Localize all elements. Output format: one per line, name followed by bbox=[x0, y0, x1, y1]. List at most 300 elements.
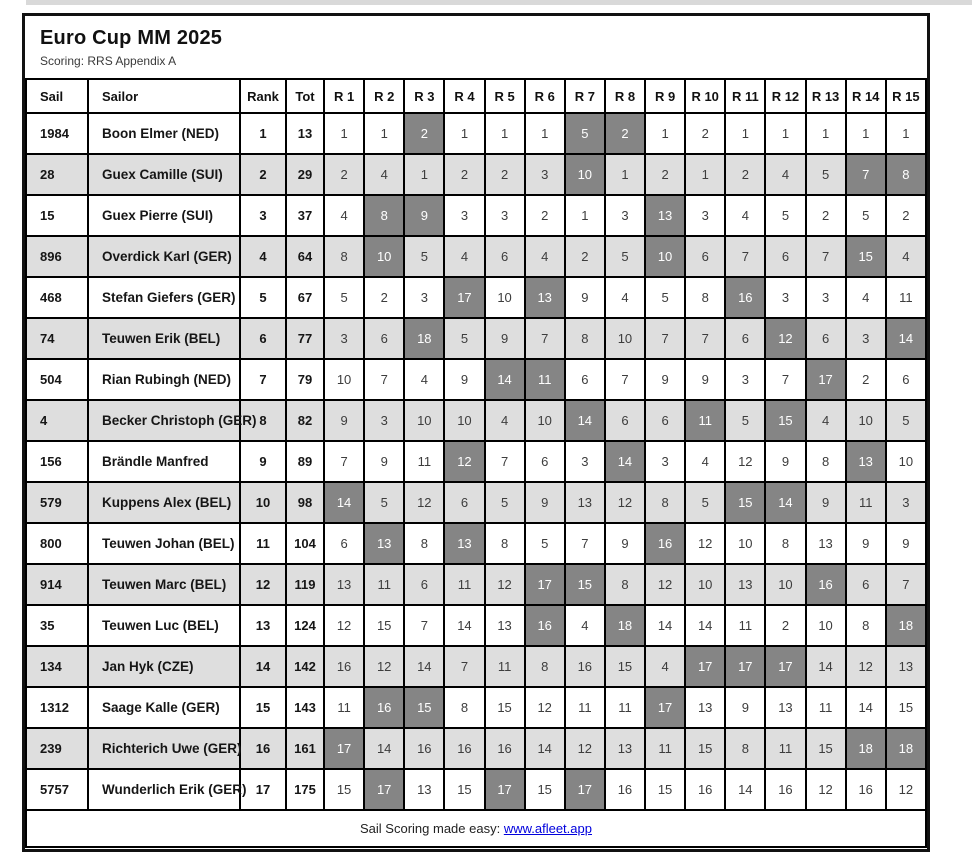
race-score: 1 bbox=[525, 113, 565, 154]
race-score: 4 bbox=[886, 236, 926, 277]
race-score: 15 bbox=[485, 687, 525, 728]
race-score: 11 bbox=[605, 687, 645, 728]
table-row bbox=[26, 195, 926, 236]
race-score: 3 bbox=[605, 195, 645, 236]
scoring-subtitle: Scoring: RRS Appendix A bbox=[40, 54, 177, 68]
race-score: 6 bbox=[324, 523, 364, 564]
race-score: 14 bbox=[806, 646, 846, 687]
total-points: 77 bbox=[286, 318, 324, 359]
rank-value: 12 bbox=[240, 564, 286, 605]
race-score: 5 bbox=[485, 482, 525, 523]
race-score: 14 bbox=[846, 687, 886, 728]
col-header-r13: R 13 bbox=[806, 79, 846, 113]
race-score: 2 bbox=[324, 154, 364, 195]
race-score: 11 bbox=[846, 482, 886, 523]
race-score-discarded: 17 bbox=[725, 646, 765, 687]
col-header-r6: R 6 bbox=[525, 79, 565, 113]
race-score: 4 bbox=[565, 605, 605, 646]
race-score-discarded: 7 bbox=[846, 154, 886, 195]
race-score: 3 bbox=[685, 195, 725, 236]
race-score-discarded: 17 bbox=[765, 646, 805, 687]
race-score-discarded: 14 bbox=[324, 482, 364, 523]
race-score: 1 bbox=[324, 113, 364, 154]
race-score: 4 bbox=[364, 154, 404, 195]
race-score-discarded: 16 bbox=[725, 277, 765, 318]
table-row bbox=[26, 605, 926, 646]
table-row bbox=[26, 236, 926, 277]
col-header-r9: R 9 bbox=[645, 79, 685, 113]
race-score: 11 bbox=[645, 728, 685, 769]
race-score: 1 bbox=[364, 113, 404, 154]
total-points: 82 bbox=[286, 400, 324, 441]
race-score: 12 bbox=[324, 605, 364, 646]
race-score: 5 bbox=[725, 400, 765, 441]
race-score: 4 bbox=[485, 400, 525, 441]
race-score: 7 bbox=[886, 564, 926, 605]
race-score: 11 bbox=[324, 687, 364, 728]
total-points: 79 bbox=[286, 359, 324, 400]
race-score: 10 bbox=[605, 318, 645, 359]
race-score-discarded: 8 bbox=[364, 195, 404, 236]
race-score: 3 bbox=[846, 318, 886, 359]
race-score: 9 bbox=[685, 359, 725, 400]
race-score-discarded: 17 bbox=[364, 769, 404, 810]
race-score: 12 bbox=[364, 646, 404, 687]
race-score-discarded: 10 bbox=[565, 154, 605, 195]
rank-value: 2 bbox=[240, 154, 286, 195]
race-score: 2 bbox=[846, 359, 886, 400]
col-header-r8: R 8 bbox=[605, 79, 645, 113]
race-score: 7 bbox=[605, 359, 645, 400]
race-score: 15 bbox=[886, 687, 926, 728]
race-score-discarded: 16 bbox=[645, 523, 685, 564]
race-score-discarded: 18 bbox=[605, 605, 645, 646]
race-score: 3 bbox=[444, 195, 484, 236]
race-score: 3 bbox=[765, 277, 805, 318]
race-score-discarded: 10 bbox=[645, 236, 685, 277]
race-score: 12 bbox=[645, 564, 685, 605]
col-header-sailor: Sailor bbox=[88, 79, 240, 113]
sail-number: 5757 bbox=[26, 769, 88, 810]
race-score: 3 bbox=[525, 154, 565, 195]
race-score: 5 bbox=[886, 400, 926, 441]
race-score: 16 bbox=[404, 728, 444, 769]
race-score: 16 bbox=[765, 769, 805, 810]
race-score: 15 bbox=[685, 728, 725, 769]
sailor-name: Kuppens Alex (BEL) bbox=[88, 482, 240, 523]
race-score: 12 bbox=[685, 523, 725, 564]
sailor-name: Brändle Manfred bbox=[88, 441, 240, 482]
total-points: 98 bbox=[286, 482, 324, 523]
table-row bbox=[26, 482, 926, 523]
col-header-r14: R 14 bbox=[846, 79, 886, 113]
sail-number: 1984 bbox=[26, 113, 88, 154]
race-score: 15 bbox=[324, 769, 364, 810]
sailor-name: Richterich Uwe (GER) bbox=[88, 728, 240, 769]
sail-number: 800 bbox=[26, 523, 88, 564]
race-score: 10 bbox=[324, 359, 364, 400]
race-score: 1 bbox=[605, 154, 645, 195]
sailor-name: Saage Kalle (GER) bbox=[88, 687, 240, 728]
table-row bbox=[26, 728, 926, 769]
race-score: 10 bbox=[404, 400, 444, 441]
sailor-name: Boon Elmer (NED) bbox=[88, 113, 240, 154]
rank-value: 7 bbox=[240, 359, 286, 400]
race-score: 9 bbox=[605, 523, 645, 564]
race-score-discarded: 13 bbox=[846, 441, 886, 482]
race-score: 2 bbox=[806, 195, 846, 236]
sail-number: 504 bbox=[26, 359, 88, 400]
race-score: 4 bbox=[645, 646, 685, 687]
race-score: 7 bbox=[565, 523, 605, 564]
race-score: 1 bbox=[404, 154, 444, 195]
race-score: 6 bbox=[485, 236, 525, 277]
race-score: 12 bbox=[404, 482, 444, 523]
race-score: 7 bbox=[525, 318, 565, 359]
race-score-discarded: 15 bbox=[846, 236, 886, 277]
race-score: 6 bbox=[685, 236, 725, 277]
rank-value: 6 bbox=[240, 318, 286, 359]
race-score: 15 bbox=[605, 646, 645, 687]
sailor-name: Wunderlich Erik (GER) bbox=[88, 769, 240, 810]
race-score: 9 bbox=[886, 523, 926, 564]
race-score-discarded: 2 bbox=[605, 113, 645, 154]
race-score: 9 bbox=[565, 277, 605, 318]
sail-number: 35 bbox=[26, 605, 88, 646]
race-score: 3 bbox=[725, 359, 765, 400]
race-score: 1 bbox=[886, 113, 926, 154]
race-score: 14 bbox=[685, 605, 725, 646]
race-score-discarded: 18 bbox=[404, 318, 444, 359]
race-score: 9 bbox=[765, 441, 805, 482]
race-score: 6 bbox=[565, 359, 605, 400]
race-score: 12 bbox=[725, 441, 765, 482]
race-score: 11 bbox=[565, 687, 605, 728]
total-points: 13 bbox=[286, 113, 324, 154]
race-score: 8 bbox=[685, 277, 725, 318]
race-score: 13 bbox=[605, 728, 645, 769]
col-header-r10: R 10 bbox=[685, 79, 725, 113]
race-score: 16 bbox=[846, 769, 886, 810]
race-score: 3 bbox=[324, 318, 364, 359]
race-score: 6 bbox=[725, 318, 765, 359]
sailor-name: Becker Christoph (GER) bbox=[88, 400, 240, 441]
total-points: 124 bbox=[286, 605, 324, 646]
sail-number: 579 bbox=[26, 482, 88, 523]
sail-number: 896 bbox=[26, 236, 88, 277]
race-score: 15 bbox=[444, 769, 484, 810]
total-points: 64 bbox=[286, 236, 324, 277]
race-score-discarded: 11 bbox=[685, 400, 725, 441]
race-score: 14 bbox=[645, 605, 685, 646]
rank-value: 9 bbox=[240, 441, 286, 482]
race-score: 16 bbox=[485, 728, 525, 769]
race-score: 13 bbox=[886, 646, 926, 687]
race-score: 6 bbox=[364, 318, 404, 359]
race-score: 7 bbox=[485, 441, 525, 482]
footer-cell bbox=[26, 810, 926, 847]
race-score: 9 bbox=[846, 523, 886, 564]
race-score: 5 bbox=[525, 523, 565, 564]
race-score: 12 bbox=[605, 482, 645, 523]
race-score: 4 bbox=[324, 195, 364, 236]
race-score: 16 bbox=[685, 769, 725, 810]
race-score: 12 bbox=[886, 769, 926, 810]
sail-number: 74 bbox=[26, 318, 88, 359]
race-score-discarded: 18 bbox=[846, 728, 886, 769]
race-score: 6 bbox=[444, 482, 484, 523]
race-score: 5 bbox=[765, 195, 805, 236]
race-score: 10 bbox=[685, 564, 725, 605]
race-score: 6 bbox=[645, 400, 685, 441]
race-score: 6 bbox=[525, 441, 565, 482]
race-score: 1 bbox=[645, 113, 685, 154]
table-row bbox=[26, 564, 926, 605]
table-row bbox=[26, 400, 926, 441]
race-score: 7 bbox=[725, 236, 765, 277]
col-header-r15: R 15 bbox=[886, 79, 926, 113]
race-score: 5 bbox=[444, 318, 484, 359]
race-score: 12 bbox=[525, 687, 565, 728]
race-score: 4 bbox=[444, 236, 484, 277]
col-header-rank: Rank bbox=[240, 79, 286, 113]
race-score: 1 bbox=[725, 113, 765, 154]
race-score: 1 bbox=[806, 113, 846, 154]
race-score: 15 bbox=[525, 769, 565, 810]
race-score: 8 bbox=[525, 646, 565, 687]
race-score-discarded: 12 bbox=[765, 318, 805, 359]
race-score: 3 bbox=[806, 277, 846, 318]
table-row bbox=[26, 441, 926, 482]
afleet-link[interactable]: www.afleet.app bbox=[503, 821, 592, 836]
total-points: 37 bbox=[286, 195, 324, 236]
race-score: 7 bbox=[444, 646, 484, 687]
race-score: 10 bbox=[765, 564, 805, 605]
sail-number: 134 bbox=[26, 646, 88, 687]
sailor-name: Teuwen Johan (BEL) bbox=[88, 523, 240, 564]
results-sheet bbox=[22, 13, 930, 852]
race-score: 6 bbox=[886, 359, 926, 400]
race-score: 13 bbox=[565, 482, 605, 523]
race-score: 12 bbox=[485, 564, 525, 605]
total-points: 161 bbox=[286, 728, 324, 769]
rank-value: 3 bbox=[240, 195, 286, 236]
race-score: 8 bbox=[645, 482, 685, 523]
total-points: 143 bbox=[286, 687, 324, 728]
race-score-discarded: 16 bbox=[525, 605, 565, 646]
race-score: 4 bbox=[605, 277, 645, 318]
race-score: 1 bbox=[444, 113, 484, 154]
race-score: 9 bbox=[806, 482, 846, 523]
sail-number: 15 bbox=[26, 195, 88, 236]
col-header-r5: R 5 bbox=[485, 79, 525, 113]
race-score: 5 bbox=[324, 277, 364, 318]
total-points: 175 bbox=[286, 769, 324, 810]
race-score: 5 bbox=[846, 195, 886, 236]
race-score: 7 bbox=[324, 441, 364, 482]
race-score: 7 bbox=[765, 359, 805, 400]
race-score: 3 bbox=[886, 482, 926, 523]
race-score-discarded: 10 bbox=[364, 236, 404, 277]
race-score: 1 bbox=[685, 154, 725, 195]
race-score: 13 bbox=[765, 687, 805, 728]
race-score: 11 bbox=[485, 646, 525, 687]
race-score: 16 bbox=[605, 769, 645, 810]
race-score: 11 bbox=[444, 564, 484, 605]
race-score-discarded: 17 bbox=[565, 769, 605, 810]
total-points: 67 bbox=[286, 277, 324, 318]
table-row bbox=[26, 523, 926, 564]
race-score: 9 bbox=[324, 400, 364, 441]
race-score: 1 bbox=[485, 113, 525, 154]
race-score: 2 bbox=[685, 113, 725, 154]
race-score: 11 bbox=[765, 728, 805, 769]
race-score: 10 bbox=[525, 400, 565, 441]
table-row bbox=[26, 154, 926, 195]
race-score-discarded: 17 bbox=[324, 728, 364, 769]
col-header-r3: R 3 bbox=[404, 79, 444, 113]
race-score: 8 bbox=[444, 687, 484, 728]
race-score: 10 bbox=[485, 277, 525, 318]
race-score: 1 bbox=[846, 113, 886, 154]
footer-text: Sail Scoring made easy: bbox=[360, 821, 504, 836]
race-score: 3 bbox=[645, 441, 685, 482]
race-score: 13 bbox=[404, 769, 444, 810]
total-points: 89 bbox=[286, 441, 324, 482]
race-score: 2 bbox=[565, 236, 605, 277]
sailor-name: Teuwen Marc (BEL) bbox=[88, 564, 240, 605]
sailor-name: Guex Pierre (SUI) bbox=[88, 195, 240, 236]
rank-value: 10 bbox=[240, 482, 286, 523]
table-row bbox=[26, 687, 926, 728]
rank-value: 13 bbox=[240, 605, 286, 646]
rank-value: 1 bbox=[240, 113, 286, 154]
sailor-name: Rian Rubingh (NED) bbox=[88, 359, 240, 400]
race-score: 10 bbox=[725, 523, 765, 564]
race-score: 7 bbox=[645, 318, 685, 359]
title-block bbox=[25, 16, 927, 78]
race-score: 2 bbox=[364, 277, 404, 318]
race-score-discarded: 14 bbox=[485, 359, 525, 400]
race-score: 2 bbox=[765, 605, 805, 646]
race-score: 9 bbox=[645, 359, 685, 400]
race-score: 14 bbox=[725, 769, 765, 810]
race-score: 3 bbox=[485, 195, 525, 236]
race-score: 13 bbox=[685, 687, 725, 728]
race-score: 11 bbox=[404, 441, 444, 482]
race-score: 8 bbox=[765, 523, 805, 564]
race-score-discarded: 13 bbox=[645, 195, 685, 236]
race-score: 11 bbox=[806, 687, 846, 728]
race-score-discarded: 11 bbox=[525, 359, 565, 400]
race-score-discarded: 15 bbox=[565, 564, 605, 605]
sailor-name: Overdick Karl (GER) bbox=[88, 236, 240, 277]
race-score: 5 bbox=[806, 154, 846, 195]
race-score-discarded: 5 bbox=[565, 113, 605, 154]
race-score: 15 bbox=[364, 605, 404, 646]
race-score: 10 bbox=[806, 605, 846, 646]
race-score: 6 bbox=[846, 564, 886, 605]
race-score: 2 bbox=[886, 195, 926, 236]
sail-number: 239 bbox=[26, 728, 88, 769]
race-score: 5 bbox=[645, 277, 685, 318]
col-header-sail: Sail bbox=[26, 79, 88, 113]
race-score-discarded: 14 bbox=[765, 482, 805, 523]
race-score: 2 bbox=[444, 154, 484, 195]
race-score-discarded: 15 bbox=[404, 687, 444, 728]
race-score-discarded: 2 bbox=[404, 113, 444, 154]
race-score: 3 bbox=[404, 277, 444, 318]
col-header-r4: R 4 bbox=[444, 79, 484, 113]
col-header-r1: R 1 bbox=[324, 79, 364, 113]
race-score: 9 bbox=[444, 359, 484, 400]
table-row bbox=[26, 113, 926, 154]
rank-value: 4 bbox=[240, 236, 286, 277]
race-score-discarded: 16 bbox=[806, 564, 846, 605]
race-score-discarded: 13 bbox=[364, 523, 404, 564]
race-score: 4 bbox=[846, 277, 886, 318]
race-score-discarded: 18 bbox=[886, 605, 926, 646]
race-score-discarded: 17 bbox=[806, 359, 846, 400]
race-score: 1 bbox=[765, 113, 805, 154]
race-score: 2 bbox=[485, 154, 525, 195]
event-title: Euro Cup MM 2025 bbox=[40, 27, 223, 49]
race-score-discarded: 14 bbox=[565, 400, 605, 441]
race-score: 8 bbox=[565, 318, 605, 359]
race-score: 3 bbox=[364, 400, 404, 441]
race-score: 8 bbox=[605, 564, 645, 605]
sail-number: 468 bbox=[26, 277, 88, 318]
sail-number: 914 bbox=[26, 564, 88, 605]
race-score: 12 bbox=[846, 646, 886, 687]
col-header-r11: R 11 bbox=[725, 79, 765, 113]
total-points: 29 bbox=[286, 154, 324, 195]
col-header-r12: R 12 bbox=[765, 79, 805, 113]
race-score: 9 bbox=[725, 687, 765, 728]
table-row bbox=[26, 646, 926, 687]
race-score: 14 bbox=[364, 728, 404, 769]
race-score: 15 bbox=[645, 769, 685, 810]
race-score: 2 bbox=[525, 195, 565, 236]
race-score-discarded: 15 bbox=[725, 482, 765, 523]
race-score: 9 bbox=[485, 318, 525, 359]
race-score: 10 bbox=[886, 441, 926, 482]
race-score: 4 bbox=[685, 441, 725, 482]
race-score-discarded: 17 bbox=[525, 564, 565, 605]
race-score: 8 bbox=[485, 523, 525, 564]
race-score: 6 bbox=[765, 236, 805, 277]
race-score: 6 bbox=[605, 400, 645, 441]
col-header-r2: R 2 bbox=[364, 79, 404, 113]
race-score: 13 bbox=[725, 564, 765, 605]
race-score: 5 bbox=[364, 482, 404, 523]
race-score: 12 bbox=[565, 728, 605, 769]
race-score: 16 bbox=[444, 728, 484, 769]
footer-row bbox=[26, 810, 926, 847]
race-score: 7 bbox=[404, 605, 444, 646]
sailor-name: Teuwen Luc (BEL) bbox=[88, 605, 240, 646]
rank-value: 16 bbox=[240, 728, 286, 769]
race-score: 14 bbox=[404, 646, 444, 687]
col-header-r7: R 7 bbox=[565, 79, 605, 113]
results-table bbox=[25, 78, 927, 848]
race-score: 11 bbox=[725, 605, 765, 646]
total-points: 119 bbox=[286, 564, 324, 605]
race-score-discarded: 14 bbox=[886, 318, 926, 359]
race-score: 9 bbox=[364, 441, 404, 482]
race-score: 13 bbox=[806, 523, 846, 564]
race-score: 16 bbox=[565, 646, 605, 687]
